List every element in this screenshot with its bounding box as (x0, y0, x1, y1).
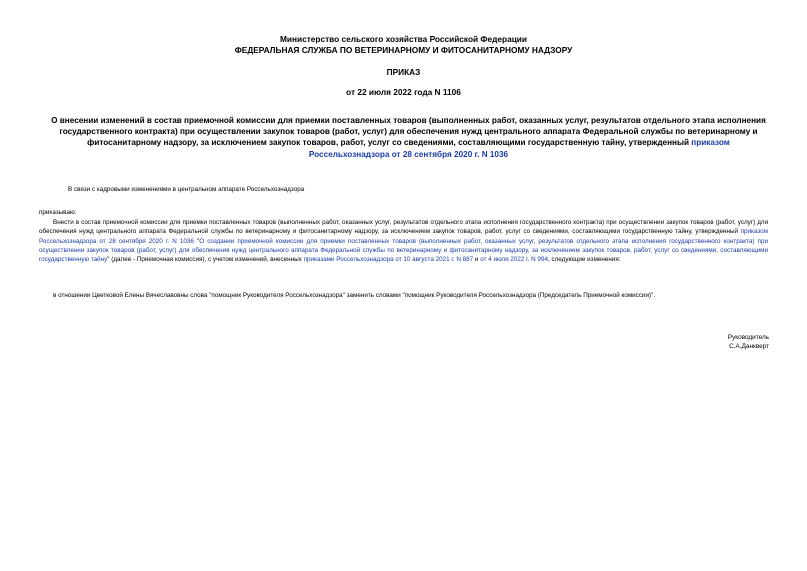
document-title (50, 115, 767, 160)
signature-name: С.А.Данкверт (729, 343, 769, 350)
main-text-1: Внести в состав приемочной комиссии для приемки поставленных товаров (выполненных работ, оказанных услуг, результатов отдельного этапа исполнения государственного контракта) при осуществлении закупок товаров (работ, услуг) для обеспечения нужд центрального аппарата Федеральной службы по ветеринарному и фитосанитарному надзору, за исключением закупок товаров, работ, услуг со сведениями, составляющими государственную тайну, утвержденный (39, 219, 768, 236)
ministry-name: Министерство сельского хозяйства Российской Федерации (280, 34, 527, 44)
main-text-3: " (далее - Приемочная комиссия), с учетом изменений, внесенных (107, 256, 304, 264)
link-order-1036[interactable]: приказом Россельхознадзора от 28 сентября 2020 г. N 1036 (39, 228, 768, 245)
document-type: ПРИКАЗ (386, 67, 421, 77)
order-word: приказываю: (39, 209, 77, 216)
link-order-994[interactable]: от 4 июля 2022 г. N 994 (480, 256, 548, 264)
change-paragraph: в отношении Цветковой Елены Вячеславовны слова "помощник Руководителя Россельхознадзора" заменить словами "помощник Руководителя Россельхознадзора (Председатель Приемочной комиссии)". (53, 292, 656, 299)
link-order-887[interactable]: приказами Россельхознадзора от 10 августа 2021 г. N 887 (303, 256, 474, 264)
main-paragraph (39, 218, 768, 264)
main-text-2: " (193, 237, 200, 245)
main-text-4: и (473, 256, 481, 264)
main-text-5: , следующие изменения: (547, 256, 621, 264)
link-order-title[interactable]: О создании приемочной комиссии для приемки поставленных товаров (выполненных работ, оказанных услуг, результатов отдельного этапа исполнения государственного контракта) при осуществлении закупок товаров (работ, услуг) для обеспечения нужд центрального аппарата Федеральной службы по ветеринарному и фитосанитарному надзору, за исключением закупок товаров, работ, услуг со сведениями, составляющими государственную тайну (39, 237, 768, 264)
document-date-number: от 22 июля 2022 года N 1106 (346, 87, 461, 97)
service-name: ФЕДЕРАЛЬНАЯ СЛУЖБА ПО ВЕТЕРИНАРНОМУ И ФИТОСАНИТАРНОМУ НАДЗОРУ (234, 45, 573, 55)
signature-position: Руководитель (727, 334, 769, 341)
title-text: О внесении изменений в состав приемочной комиссии для приемки поставленных товаров (выполненных работ, оказанных услуг, результатов отдельного этапа исполнения государственного контракта) при осуществлении закупок товаров (работ, услуг) для обеспечения нужд центрального аппарата Федеральной службы по ветеринарному и фитосанитарному надзору, за исключением закупок товаров, работ, услуг со сведениями, составляющими государственную тайну, утвержденный (51, 116, 766, 148)
preamble-paragraph: В связи с кадровыми изменениями в центральном аппарате Россельхознадзора (68, 186, 305, 193)
title-link-order-1036[interactable]: приказом Россельхознадзора от 28 сентября 2020 г. N 1036 (308, 138, 730, 159)
